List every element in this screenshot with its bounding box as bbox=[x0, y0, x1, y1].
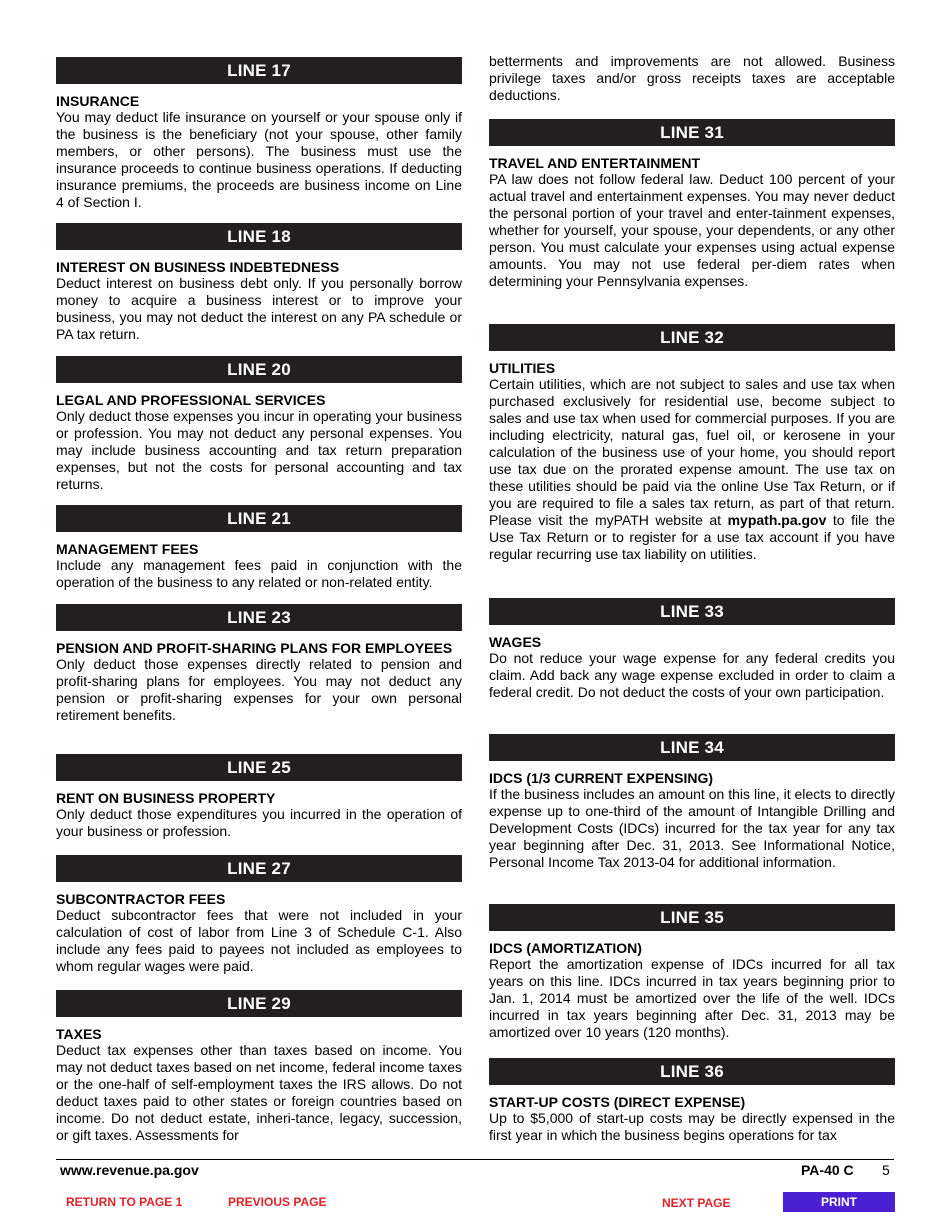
line-header: LINE 34 bbox=[489, 734, 895, 761]
section-title: RENT ON BUSINESS PROPERTY bbox=[56, 790, 276, 806]
section-title: START-UP COSTS (DIRECT EXPENSE) bbox=[489, 1094, 746, 1110]
section-title: IDCS (AMORTIZATION) bbox=[489, 940, 642, 956]
section-line-36 bbox=[489, 1058, 895, 1144]
section-line-23 bbox=[56, 604, 462, 724]
section-body: Deduct subcontractor fees that were not included in your calculation of cost of labor from Line 3 of Schedule C-1. Also include any fees paid to payees not included as employees to whom regular wages were paid. bbox=[56, 907, 462, 974]
line-header: LINE 27 bbox=[56, 855, 462, 882]
return-to-page-1-link[interactable]: RETURN TO PAGE 1 bbox=[66, 1195, 183, 1209]
previous-page-link[interactable]: PREVIOUS PAGE bbox=[228, 1195, 327, 1209]
line-header: LINE 29 bbox=[56, 990, 462, 1017]
utilities-text-part-2: to file the Use Tax Return or to register for a use tax account if you have regular recurring use tax liability on utilities. bbox=[489, 512, 895, 562]
continuation-text: betterments and improvements are not allowed. Business privilege taxes and/or gross receipts taxes are acceptable deductions. bbox=[489, 53, 895, 103]
section-line-32 bbox=[489, 324, 895, 563]
line-header: LINE 20 bbox=[56, 356, 462, 383]
line-header: LINE 17 bbox=[56, 57, 462, 84]
section-body: Report the amortization expense of IDCs incurred for all tax years on this line. IDCs incurred in tax years beginning prior to Jan. 1, 2014 must be amortized over the life of the well. IDCs incurred in tax years beginning after Dec. 31, 2013 may be amortized over 10 years (120 months). bbox=[489, 956, 895, 1040]
section-body: You may deduct life insurance on yourself or your spouse only if the business is the beneficiary (not your spouse, other family members, or other persons). The business must use the insurance proceeds to continue business operations. If deducting insurance premiums, the proceeds are business income on Line 4 of Section I. bbox=[56, 109, 462, 210]
line-header: LINE 18 bbox=[56, 223, 462, 250]
section-line-21 bbox=[56, 505, 462, 591]
line-header: LINE 31 bbox=[489, 119, 895, 146]
line-header: LINE 25 bbox=[56, 754, 462, 781]
line-header: LINE 23 bbox=[56, 604, 462, 631]
print-button[interactable]: PRINT bbox=[783, 1192, 895, 1212]
section-line-25 bbox=[56, 754, 462, 840]
section-title: INTEREST ON BUSINESS INDEBTEDNESS bbox=[56, 259, 340, 275]
section-title: IDCS (1/3 CURRENT EXPENSING) bbox=[489, 770, 714, 786]
form-id: PA-40 C bbox=[801, 1162, 854, 1178]
page-number: 5 bbox=[882, 1162, 890, 1178]
line-header: LINE 21 bbox=[56, 505, 462, 532]
section-title: WAGES bbox=[489, 634, 542, 650]
section-line-18 bbox=[56, 223, 462, 343]
line-header: LINE 33 bbox=[489, 598, 895, 625]
section-body: Deduct interest on business debt only. If you personally borrow money to acquire a business interest or to improve your business, you may not deduct the interest on any PA schedule or PA tax return. bbox=[56, 275, 462, 342]
section-title: SUBCONTRACTOR FEES bbox=[56, 891, 226, 907]
section-body bbox=[489, 376, 895, 563]
section-body: If the business includes an amount on this line, it elects to directly expense up to one-third of the amount of Intangible Drilling and Development Costs (IDCs) incurred for the tax year for any tax year beginning after Dec. 31, 2013. See Informational Notice, Personal Income Tax 2013-04 for additional information. bbox=[489, 786, 895, 870]
section-line-35 bbox=[489, 904, 895, 1041]
section-body: Only deduct those expenses directly related to pension and profit-sharing plans for employees. You may not deduct any pension or profit-sharing expenses for your own personal retirement benefits. bbox=[56, 656, 462, 723]
section-body: Only deduct those expenditures you incurred in the operation of your business or profession. bbox=[56, 806, 462, 839]
section-title: TRAVEL AND ENTERTAINMENT bbox=[489, 155, 701, 171]
section-title: MANAGEMENT FEES bbox=[56, 541, 199, 557]
section-line-33 bbox=[489, 598, 895, 701]
section-title: TAXES bbox=[56, 1026, 102, 1042]
section-title: UTILITIES bbox=[489, 360, 556, 376]
line-header: LINE 36 bbox=[489, 1058, 895, 1085]
section-title: LEGAL AND PROFESSIONAL SERVICES bbox=[56, 392, 326, 408]
section-line-27 bbox=[56, 855, 462, 975]
section-line-20 bbox=[56, 356, 462, 493]
section-title: INSURANCE bbox=[56, 93, 140, 109]
section-body: Only deduct those expenses you incur in operating your business or profession. You may not deduct any personal expenses. You may include business accounting and tax return preparation expenses, but not the costs for personal accounting and tax returns. bbox=[56, 408, 462, 492]
section-line-31 bbox=[489, 119, 895, 290]
section-body: PA law does not follow federal law. Deduct 100 percent of your actual travel and entertainment expenses. You may never deduct the personal portion of your travel and enter-tainment expenses, whether for yourself, your spouse, your dependents, or any other person. You must calculate your expenses using actual expense amounts. You may not use federal per-diem rates when determining your Pennsylvania expenses. bbox=[489, 171, 895, 289]
footer-divider bbox=[56, 1159, 894, 1160]
section-title: PENSION AND PROFIT-SHARING PLANS FOR EMPLOYEES bbox=[56, 640, 453, 656]
line-header: LINE 35 bbox=[489, 904, 895, 931]
utilities-text-part-1: Certain utilities, which are not subject to sales and use tax when purchased exclusively for residential use, become subject to sales and use tax when used for commercial purposes. If you are including electricity, natural gas, fuel oil, or kerosene in your calculation of the business use of your home, you should report use tax due on the prorated expense amount. The use tax on these utilities should be paid via the online Use Tax Return, or if you are required to file a sales tax return, as part of that return. Please visit the myPATH website at bbox=[489, 376, 895, 528]
line-header: LINE 32 bbox=[489, 324, 895, 351]
website-url: www.revenue.pa.gov bbox=[60, 1162, 199, 1178]
section-line-29 bbox=[56, 990, 462, 1144]
section-body: Do not reduce your wage expense for any federal credits you claim. Add back any wage expense excluded in order to claim a federal credit. Do not deduct the costs of your own participation. bbox=[489, 650, 895, 700]
section-body: Deduct tax expenses other than taxes based on income. You may not deduct taxes based on net income, federal income taxes or the one-half of self-employment taxes the IRS allows. Do not deduct taxes paid to other states or foreign countries based on income. Do not deduct estate, inheri-tance, legacy, succession, or gift taxes. Assessments for bbox=[56, 1042, 462, 1143]
section-body: Up to $5,000 of start-up costs may be directly expensed in the first year in which the business begins operations for tax bbox=[489, 1110, 895, 1143]
section-line-17 bbox=[56, 57, 462, 211]
mypath-link[interactable]: mypath.pa.gov bbox=[727, 512, 827, 528]
section-line-34 bbox=[489, 734, 895, 871]
next-page-link[interactable]: NEXT PAGE bbox=[662, 1196, 731, 1210]
section-body: Include any management fees paid in conjunction with the operation of the business to any related or non-related entity. bbox=[56, 557, 462, 590]
